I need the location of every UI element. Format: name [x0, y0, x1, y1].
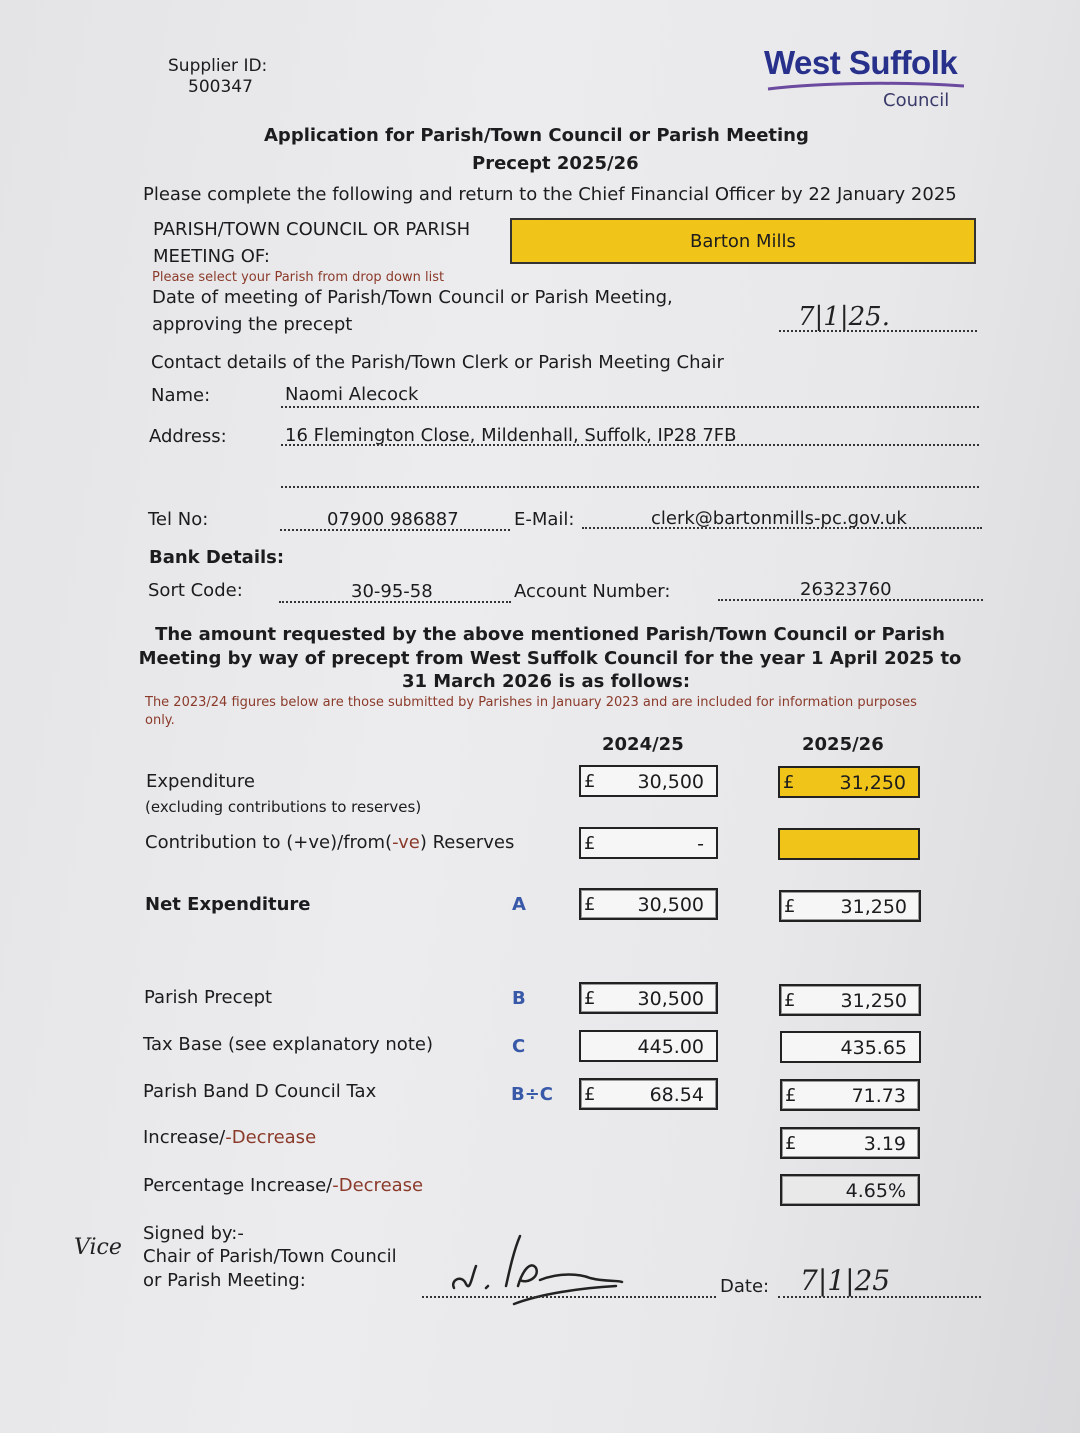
meeting-label: Date of meeting of Parish/Town Council or Parish Meeting, — [152, 287, 673, 308]
reserves-curr-input[interactable] — [778, 828, 920, 860]
band-d-curr: £ 71.73 — [780, 1079, 920, 1111]
expenditure-label: Expenditure — [146, 771, 255, 792]
meeting-label-2: approving the precept — [152, 314, 353, 335]
sort-code-label: Sort Code: — [148, 580, 243, 601]
account-line — [718, 599, 983, 601]
currency-symbol: £ — [584, 988, 596, 1009]
column-2024-25: 2024/25 — [602, 734, 684, 755]
code-c: C — [512, 1036, 526, 1057]
parish-select[interactable] — [510, 218, 976, 264]
currency-symbol: £ — [784, 990, 796, 1011]
contact-heading: Contact details of the Parish/Town Clerk or Parish Meeting Chair — [151, 352, 724, 373]
account-field[interactable]: 26323760 — [800, 579, 892, 600]
tel-line — [280, 529, 510, 531]
date-line — [778, 1296, 981, 1298]
expenditure-curr-input[interactable]: £ 31,250 — [778, 766, 920, 798]
instruction-text: Please complete the following and return to the Chief Financial Officer by 22 January 2025 — [143, 184, 957, 205]
expenditure-prev: £ 30,500 — [579, 765, 718, 797]
tel-field[interactable]: 07900 986887 — [327, 509, 459, 530]
page-subtitle: Precept 2025/26 — [472, 153, 639, 174]
chair-label: Chair of Parish/Town Council — [143, 1246, 397, 1267]
signed-by-label: Signed by:- — [143, 1223, 244, 1244]
taxbase-label: Tax Base (see explanatory note) — [143, 1034, 433, 1055]
email-line — [582, 527, 982, 529]
note-line-2: only. — [145, 713, 175, 728]
tel-label: Tel No: — [148, 509, 209, 530]
parish-label: PARISH/TOWN COUNCIL OR PARISH — [153, 219, 471, 240]
bank-heading: Bank Details: — [149, 547, 285, 568]
chair-label-2: or Parish Meeting: — [143, 1270, 306, 1291]
currency-symbol: £ — [584, 1084, 596, 1105]
currency-symbol: £ — [785, 1133, 797, 1154]
address-line-2 — [281, 486, 979, 488]
address-label: Address: — [149, 426, 227, 447]
supplier-label: Supplier ID: — [168, 56, 268, 76]
reserves-label: Contribution to (+ve)/from(-ve) Reserves — [145, 832, 515, 853]
precept-prev: £ 30,500 — [579, 982, 718, 1014]
logo-council: Council — [883, 90, 950, 111]
taxbase-prev: 445.00 — [579, 1030, 718, 1062]
request-line-1: The amount requested by the above mentioned Parish/Town Council or Parish — [155, 624, 945, 645]
supplier-id: 500347 — [188, 77, 253, 97]
currency-symbol: £ — [783, 772, 795, 793]
taxbase-curr: 435.65 — [780, 1031, 921, 1063]
account-label: Account Number: — [514, 581, 671, 602]
code-b-div-c: B÷C — [511, 1084, 554, 1105]
sort-code-field[interactable]: 30-95-58 — [351, 581, 433, 602]
page-title: Application for Parish/Town Council or Parish Meeting — [264, 125, 809, 146]
address-line — [281, 444, 979, 446]
column-2025-26: 2025/26 — [802, 734, 884, 755]
address-field[interactable]: 16 Flemington Close, Mildenhall, Suffolk, IP28 7FB — [285, 425, 737, 446]
band-d-prev: £ 68.54 — [579, 1078, 718, 1110]
meeting-date[interactable]: 7|1|25. — [798, 302, 890, 332]
west-suffolk-logo: West Suffolk — [764, 44, 958, 81]
percentage-curr: 4.65% — [780, 1174, 920, 1206]
precept-curr: £ 31,250 — [779, 984, 921, 1016]
code-a: A — [512, 894, 526, 915]
increase-label: Increase/-Decrease — [143, 1127, 317, 1148]
signature-date[interactable]: 7|1|25 — [800, 1264, 891, 1297]
signature-line[interactable] — [422, 1296, 716, 1298]
net-expenditure-label: Net Expenditure — [145, 894, 311, 915]
meeting-date-line — [779, 330, 977, 332]
reserves-prev: £ - — [579, 827, 718, 859]
code-b: B — [512, 988, 526, 1009]
currency-symbol: £ — [584, 894, 596, 915]
vice-handwritten: Vice — [74, 1235, 122, 1260]
parish-label-2: MEETING OF: — [153, 246, 270, 267]
parish-hint: Please select your Parish from drop down list — [152, 270, 445, 285]
currency-symbol: £ — [584, 833, 596, 854]
email-field[interactable]: clerk@bartonmills-pc.gov.uk — [651, 508, 907, 529]
parish-value: Barton Mills — [690, 231, 796, 252]
date-label: Date: — [720, 1276, 770, 1297]
currency-symbol: £ — [785, 1085, 797, 1106]
currency-symbol: £ — [584, 771, 596, 792]
percentage-label: Percentage Increase/-Decrease — [143, 1175, 424, 1196]
expenditure-sublabel: (excluding contributions to reserves) — [145, 798, 422, 816]
sort-code-line — [279, 601, 511, 603]
net-curr: £ 31,250 — [779, 890, 921, 922]
band-d-label: Parish Band D Council Tax — [143, 1081, 377, 1102]
request-line-3: 31 March 2026 is as follows: — [401, 671, 691, 692]
name-field[interactable]: Naomi Alecock — [285, 384, 419, 405]
note-line-1: The 2023/24 figures below are those submitted by Parishes in January 2023 and are included for information purposes — [145, 695, 917, 710]
increase-curr: £ 3.19 — [780, 1127, 920, 1159]
email-label: E-Mail: — [514, 509, 575, 530]
precept-label: Parish Precept — [144, 987, 273, 1008]
name-label: Name: — [151, 385, 211, 406]
currency-symbol: £ — [784, 896, 796, 917]
request-line-2: Meeting by way of precept from West Suffolk Council for the year 1 April 2025 to — [138, 648, 962, 669]
name-line — [281, 406, 979, 408]
net-prev: £ 30,500 — [579, 888, 718, 920]
